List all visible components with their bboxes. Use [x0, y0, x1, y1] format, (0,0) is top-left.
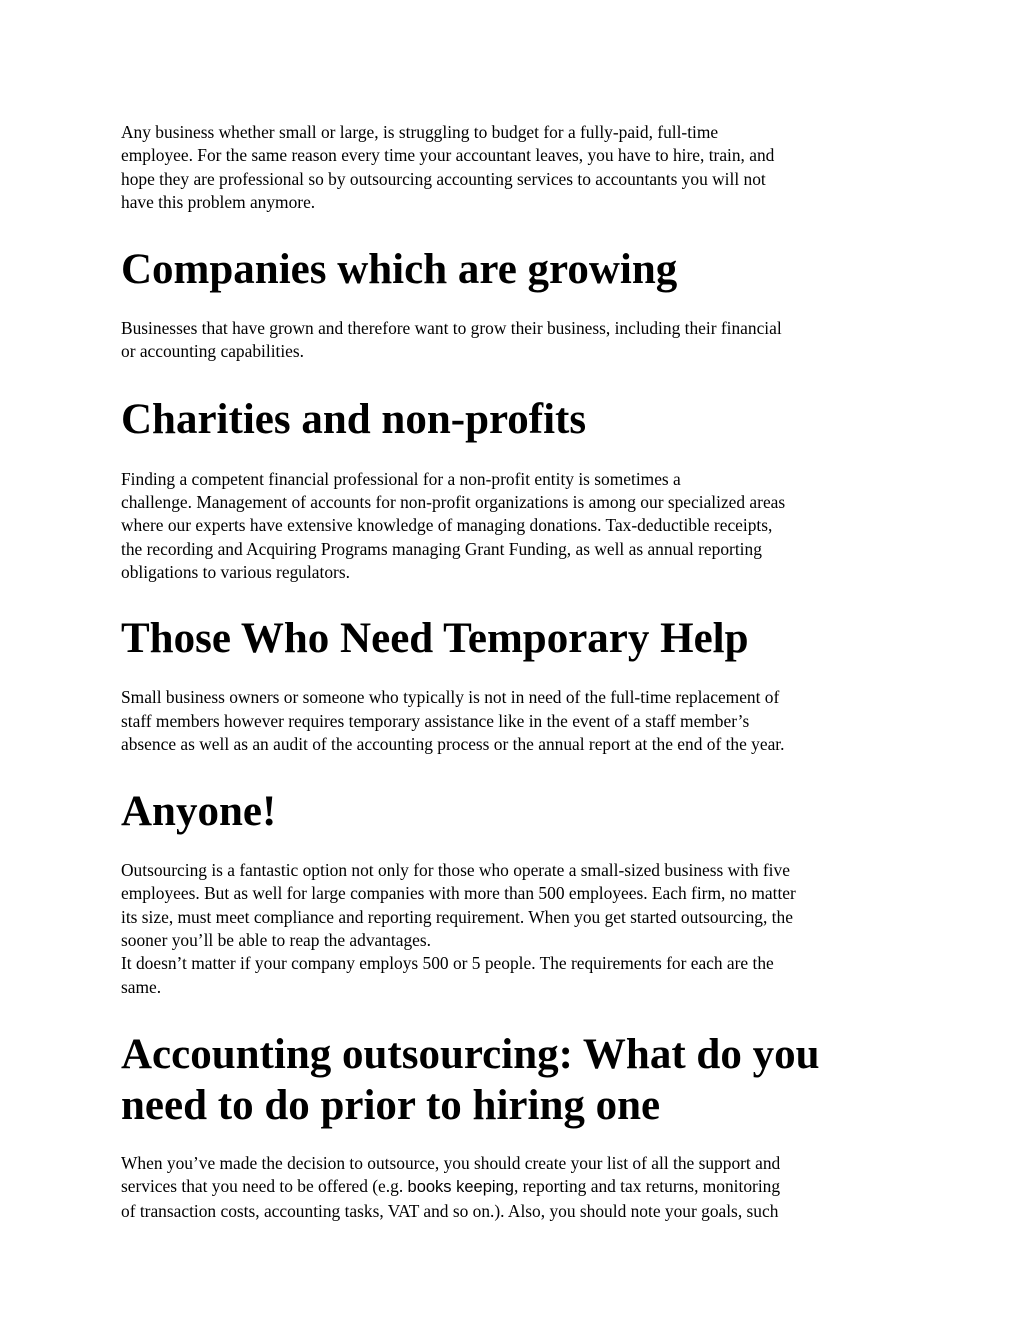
heading-line: need to do prior to hiring one — [121, 1081, 661, 1129]
text-line: employee. For the same reason every time your accountant leaves, you have to hire, train, and — [121, 145, 775, 166]
text-fragment: services that you need to be offered (e.g. — [121, 1176, 408, 1197]
text-line: where our experts have extensive knowledge of managing donations. Tax-deductible receipts, — [121, 515, 773, 536]
accounting-paragraph — [121, 1152, 901, 1223]
text-line: obligations to various regulators. — [121, 561, 350, 582]
heading-charities-nonprofits: Charities and non-profits — [121, 395, 587, 443]
heading-anyone: Anyone! — [121, 788, 277, 836]
text-line: of transaction costs, accounting tasks, VAT and so on.). Also, you should note your goals, such — [121, 1200, 779, 1221]
text-line: have this problem anymore. — [121, 191, 316, 212]
text-line: hope they are professional so by outsourcing accounting services to accountants you will not — [121, 168, 766, 189]
heading-temporary-help: Those Who Need Temporary Help — [121, 615, 749, 663]
intro-paragraph — [121, 121, 901, 214]
text-line: Outsourcing is a fantastic option not only for those who operate a small-sized business with five — [121, 860, 790, 881]
books-keeping-link[interactable]: books keeping — [407, 1178, 514, 1197]
text-line: sooner you’ll be able to reap the advantages. — [121, 930, 432, 951]
text-line: Finding a competent financial professional for a non-profit entity is sometimes a — [121, 468, 681, 489]
companies-paragraph — [121, 317, 901, 364]
heading-companies-growing: Companies which are growing — [121, 246, 678, 294]
document-page — [121, 121, 901, 1223]
temporary-paragraph — [121, 686, 901, 756]
text-line: Any business whether small or large, is struggling to budget for a fully-paid, full-time — [121, 122, 719, 142]
text-line: When you’ve made the decision to outsource, you should create your list of all the support and — [121, 1152, 781, 1173]
text-fragment: , reporting and tax returns, monitoring — [513, 1176, 781, 1197]
anyone-paragraph — [121, 859, 901, 999]
text-line: same. — [121, 976, 162, 997]
text-line — [121, 1175, 901, 1199]
text-line: It doesn’t matter if your company employs 500 or 5 people. The requirements for each are the — [121, 953, 774, 974]
text-line: challenge. Management of accounts for non-profit organizations is among our specialized areas — [121, 492, 786, 513]
text-line: Businesses that have grown and therefore want to grow their business, including their financial — [121, 318, 782, 339]
text-line: Small business owners or someone who typically is not in need of the full-time replacement of — [121, 687, 780, 708]
text-line: employees. But as well for large companies with more than 500 employees. Each firm, no matter — [121, 883, 796, 904]
heading-accounting-outsourcing — [121, 1029, 901, 1131]
charities-paragraph — [121, 468, 901, 584]
text-line: staff members however requires temporary assistance like in the event of a staff member’s — [121, 710, 750, 731]
text-line: or accounting capabilities. — [121, 341, 305, 362]
text-line: absence as well as an audit of the accounting process or the annual report at the end of the year. — [121, 733, 785, 754]
text-line: the recording and Acquiring Programs managing Grant Funding, as well as annual reporting — [121, 538, 762, 559]
heading-line: Accounting outsourcing: What do you — [121, 1030, 820, 1078]
text-line: its size, must meet compliance and reporting requirement. When you get started outsourcing, the — [121, 906, 793, 927]
